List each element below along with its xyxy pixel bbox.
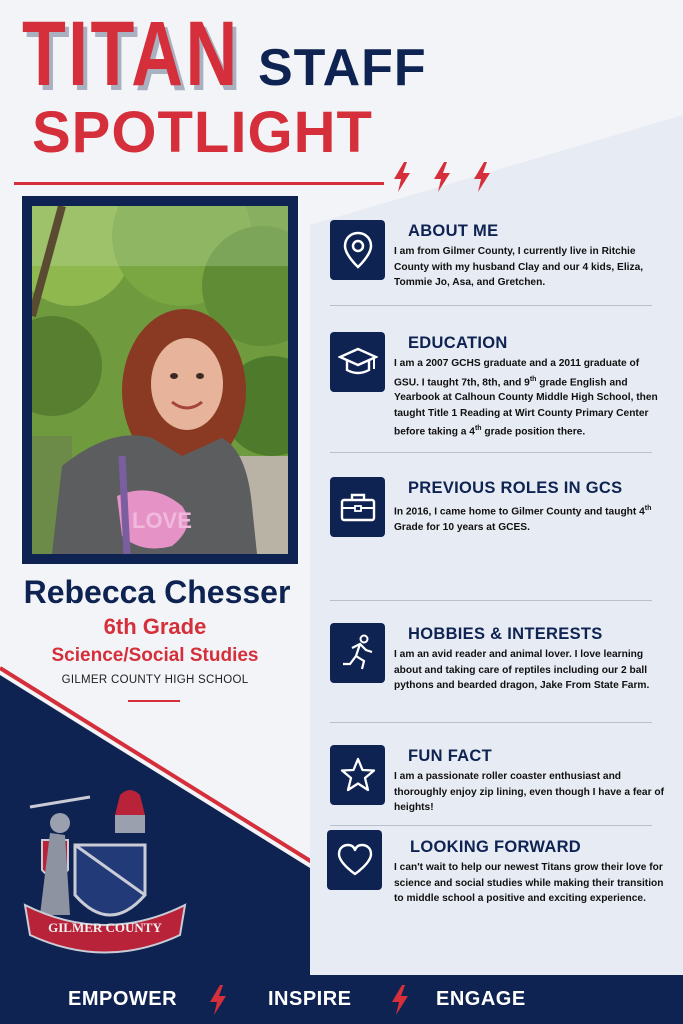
- section-divider: [330, 722, 652, 723]
- title-titan: TITAN: [22, 3, 240, 105]
- lightning-bolt-icon: [472, 162, 492, 192]
- section-title: PREVIOUS ROLES IN GCS: [408, 479, 623, 497]
- location-pin-icon: [343, 231, 373, 269]
- section-divider: [330, 825, 652, 826]
- header-bolts: [392, 162, 492, 192]
- section-body: In 2016, I came home to Gilmer County and taught 4th Grade for 10 years at GCES.: [394, 505, 652, 533]
- section-icon-box: [330, 332, 385, 392]
- runner-icon: [340, 634, 376, 672]
- section-icon-box: [330, 623, 385, 683]
- section-body: I am a passionate roller coaster enthusiast and thoroughly enjoy zip lining, even though I have a fear of heights!: [394, 771, 664, 813]
- section-title: EDUCATION: [408, 334, 508, 352]
- section-divider: [330, 600, 652, 601]
- section-divider: [330, 452, 652, 453]
- section-icon-box: [330, 477, 385, 537]
- section-body: I am from Gilmer County, I currently live in Ritchie County with my husband Clay and our 4 kids, Eliza, Tommie Jo, Asa, and Gretchen.: [394, 246, 644, 288]
- staff-name: Rebecca Chesser: [23, 574, 291, 610]
- staff-photo: [32, 206, 288, 554]
- briefcase-icon: [339, 491, 377, 523]
- staff-grade: 6th Grade: [103, 614, 207, 639]
- section-title: LOOKING FORWARD: [410, 838, 582, 856]
- lightning-bolt-icon: [208, 985, 228, 1015]
- svg-text:LOVE: LOVE: [132, 508, 192, 533]
- section-icon-box: [330, 220, 385, 280]
- section-body: I can't wait to help our newest Titans grow their love for science and social studies while making their transition to middle school a positive and exciting experience.: [394, 862, 664, 904]
- footer-word-engage: ENGAGE: [436, 988, 526, 1010]
- name-divider: [128, 700, 180, 702]
- footer-word-inspire: INSPIRE: [268, 988, 352, 1010]
- footer-word-empower: EMPOWER: [68, 988, 178, 1010]
- crest-text: GILMER COUNTY: [48, 920, 162, 935]
- section-divider: [330, 305, 652, 306]
- section-icon-box: [330, 745, 385, 805]
- photo-frame: [22, 196, 298, 564]
- lightning-bolt-icon: [392, 162, 412, 192]
- title-spotlight: SPOTLIGHT: [32, 100, 373, 165]
- star-icon: [339, 757, 377, 793]
- staff-subject: Science/Social Studies: [51, 645, 259, 666]
- lightning-bolt-icon: [432, 162, 452, 192]
- section-title: HOBBIES & INTERESTS: [408, 625, 603, 643]
- section-icon-box: [327, 830, 382, 890]
- gilmer-county-crest-logo: [20, 785, 190, 965]
- section-body: I am an avid reader and animal lover. I love learning about and taking care of reptiles including our 2 ball pythons and bearded dragon, Jake From State Farm.: [394, 649, 650, 691]
- heart-icon: [336, 843, 374, 877]
- school-name: GILMER COUNTY HIGH SCHOOL: [61, 674, 249, 686]
- header-divider: [14, 182, 384, 185]
- section-body: I am a 2007 GCHS graduate and a 2011 graduate of GSU. I taught 7th, 8th, and 9th grade English and Yearbook at Calhoun County Middle High School, then taught Title 1 Reading at Wirt County Primary Center before taking a 4th grade position there.: [394, 358, 658, 438]
- graduation-cap-icon: [338, 345, 378, 379]
- lightning-bolt-icon: [390, 985, 410, 1015]
- footer-bar: [0, 975, 683, 1024]
- title-staff: STAFF: [258, 39, 427, 97]
- section-title: ABOUT ME: [408, 222, 499, 240]
- section-title: FUN FACT: [408, 747, 492, 765]
